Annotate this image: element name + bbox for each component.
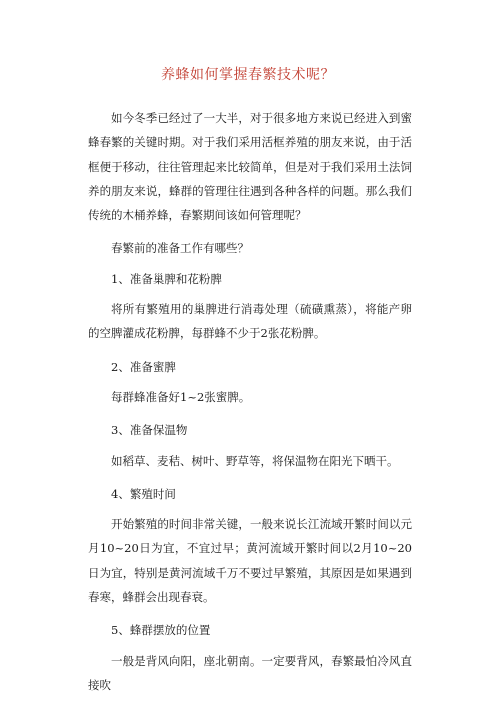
section-body-4: 开始繁殖的时间非常关键，一般来说长江流域开繁时间以元月10~20日为宜，不宜过早；黄河流域开繁时间以2月10~20日为宜，特别是黄河流域千万不要过早繁殖，其原因是如果遇到春寒，蜂群会出现春衰。 [88,517,412,605]
section-heading-5: 5、蜂群摆放的位置 [111,623,211,638]
section-body-1: 将所有繁殖用的巢脾进行消毒处理（硫磺熏蒸），将能产卵的空脾灌成花粉脾，每群蜂不少于2张花粉脾。 [88,302,412,341]
section-heading-2: 2、准备蜜脾 [111,359,176,374]
section-heading-3: 3、准备保温物 [111,423,188,438]
document-title: 养蜂如何掌握春繁技术呢？ [161,67,335,83]
document-body [88,106,412,706]
section-heading-1: 1、准备巢脾和花粉脾 [111,271,222,286]
section-body-5: 一般是背风向阳，座北朝南。一定要背风，春繁最怕冷风直接吹 [88,653,412,692]
section-question: 春繁前的准备工作有哪些？ [111,241,249,256]
section-heading-4: 4、繁殖时间 [111,486,176,501]
section-body-3: 如稻草、麦秸、树叶、野草等，将保温物在阳光下晒干。 [111,453,399,468]
intro-paragraph: 如今冬季已经过了一大半，对于很多地方来说已经进入到蜜蜂春繁的关键时期。对于我们采用活框养殖的朋友来说，由于活框便于移动，往往管理起来比较简单，但是对于我们采用土法饲养的朋友来说，蜂群的管理往往遇到各种各样的问题。那么我们传统的木桶养蜂，春繁期间该如何管理呢？ [88,111,412,223]
section-body-2: 每群蜂准备好1~2张蜜脾。 [111,389,251,404]
